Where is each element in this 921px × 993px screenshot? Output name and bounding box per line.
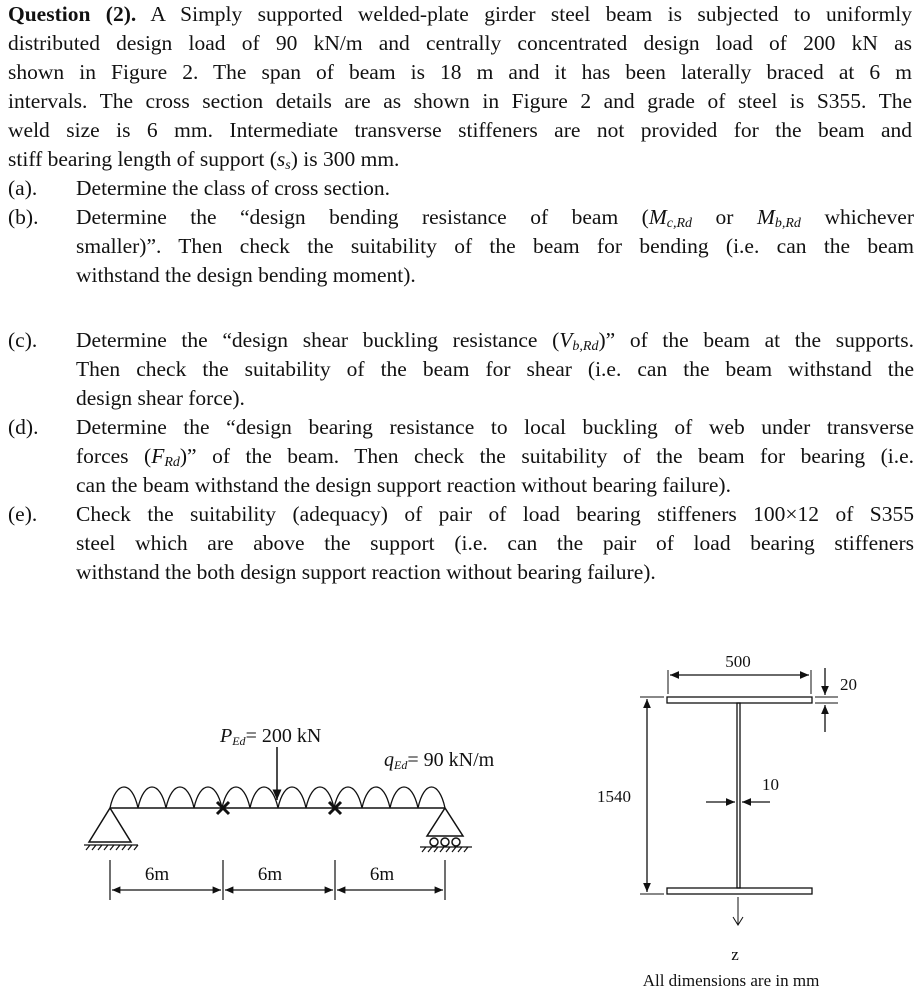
roller [452, 838, 460, 846]
math-symbol: b,Rd [572, 339, 599, 354]
text-span: Determine the “design bearing resistance to local buckling of web under transverse [76, 415, 914, 439]
text-span: withstand the both design support reaction without bearing failure). [76, 560, 656, 584]
math-symbol: Rd [164, 455, 180, 470]
math-symbol: F [151, 444, 165, 468]
text-span: Determine the class of cross section. [76, 176, 391, 200]
udl-label: qEd= 90 kN/m [384, 749, 495, 772]
span-label: 6m [369, 864, 395, 885]
pin-support [89, 808, 131, 842]
text-span: weld size is 6 mm. Intermediate transverse stiffeners are not provided for the beam and [8, 118, 912, 142]
part-label: (e). [8, 502, 38, 526]
math-symbol: V [559, 328, 573, 352]
text-span: whichever [800, 205, 914, 229]
part-label: (c). [8, 328, 38, 352]
cross-section-diagram [640, 668, 838, 925]
ground-hatch [84, 845, 138, 850]
text-span: forces ( [76, 444, 152, 468]
text-span: smaller)”. Then check the suitability of the beam for bending (i.e. can the beam [76, 234, 914, 258]
text-span: can the beam withstand the design support reaction without bearing failure). [76, 473, 731, 497]
point-load-label: PEd= 200 kN [220, 725, 322, 748]
ground-hatch [420, 847, 472, 852]
text-span: Question (2). [8, 2, 137, 26]
text-span: or [692, 205, 757, 229]
depth-label: 1540 [597, 787, 631, 806]
text-span: A Simply supported welded-plate girder steel beam is subjected to uniformly [136, 2, 913, 26]
math-symbol: M [648, 205, 667, 229]
roller [441, 838, 449, 846]
roller-support [427, 808, 463, 836]
text-span: c,Rd [666, 216, 693, 231]
flange-width-label: 500 [725, 652, 751, 671]
text-span: Check the suitability (adequacy) of pair of load bearing stiffeners 100×12 of S355 [76, 502, 914, 526]
text-span: ) is 300 mm. [290, 147, 400, 171]
axis-label: z [731, 945, 739, 964]
top-flange [667, 697, 812, 703]
text-span: )” of the beam. Then check the suitability of the beam for bearing (i.e. [179, 444, 914, 468]
text-span: Determine the “design shear buckling resistance ( [76, 328, 560, 352]
text-span: shown in Figure 2. The span of beam is 18 m and it has been laterally braced at 6 m [8, 60, 912, 84]
roller [430, 838, 438, 846]
bottom-flange [667, 888, 812, 894]
text-span: steel which are above the support (i.e. can the pair of load bearing stiffeners [76, 531, 914, 555]
figure-caption: All dimensions are in mm [642, 971, 820, 990]
span-label: 6m [144, 864, 170, 885]
web-thickness-label: 10 [762, 775, 779, 794]
text-span: intervals. The cross section details are as shown in Figure 2 and grade of steel is S355. The [8, 89, 912, 113]
math-symbol: s [276, 147, 286, 171]
text-span: stiff bearing length of support ( [8, 147, 277, 171]
part-label: (a). [8, 176, 38, 200]
web [737, 703, 740, 888]
flange-thickness-label: 20 [840, 675, 857, 694]
math-symbol: M [756, 205, 775, 229]
text-span: b,Rd [774, 216, 801, 231]
text-span: )” of the beam at the supports. [598, 328, 914, 352]
text-span: distributed design load of 90 kN/m and centrally concentrated design load of 200 kN as [8, 31, 912, 55]
part-label: (d). [8, 415, 39, 439]
text-span: Determine the “design bending resistance of beam ( [76, 205, 649, 229]
span-label: 6m [257, 864, 283, 885]
part-label: (b). [8, 205, 39, 229]
text-span: Then check the suitability of the beam for shear (i.e. can the beam withstand the [76, 357, 914, 381]
text-span: design shear force). [76, 386, 245, 410]
z-axis-arrow [733, 897, 743, 925]
text-span: withstand the design bending moment). [76, 263, 416, 287]
math-symbol: s [285, 158, 291, 173]
